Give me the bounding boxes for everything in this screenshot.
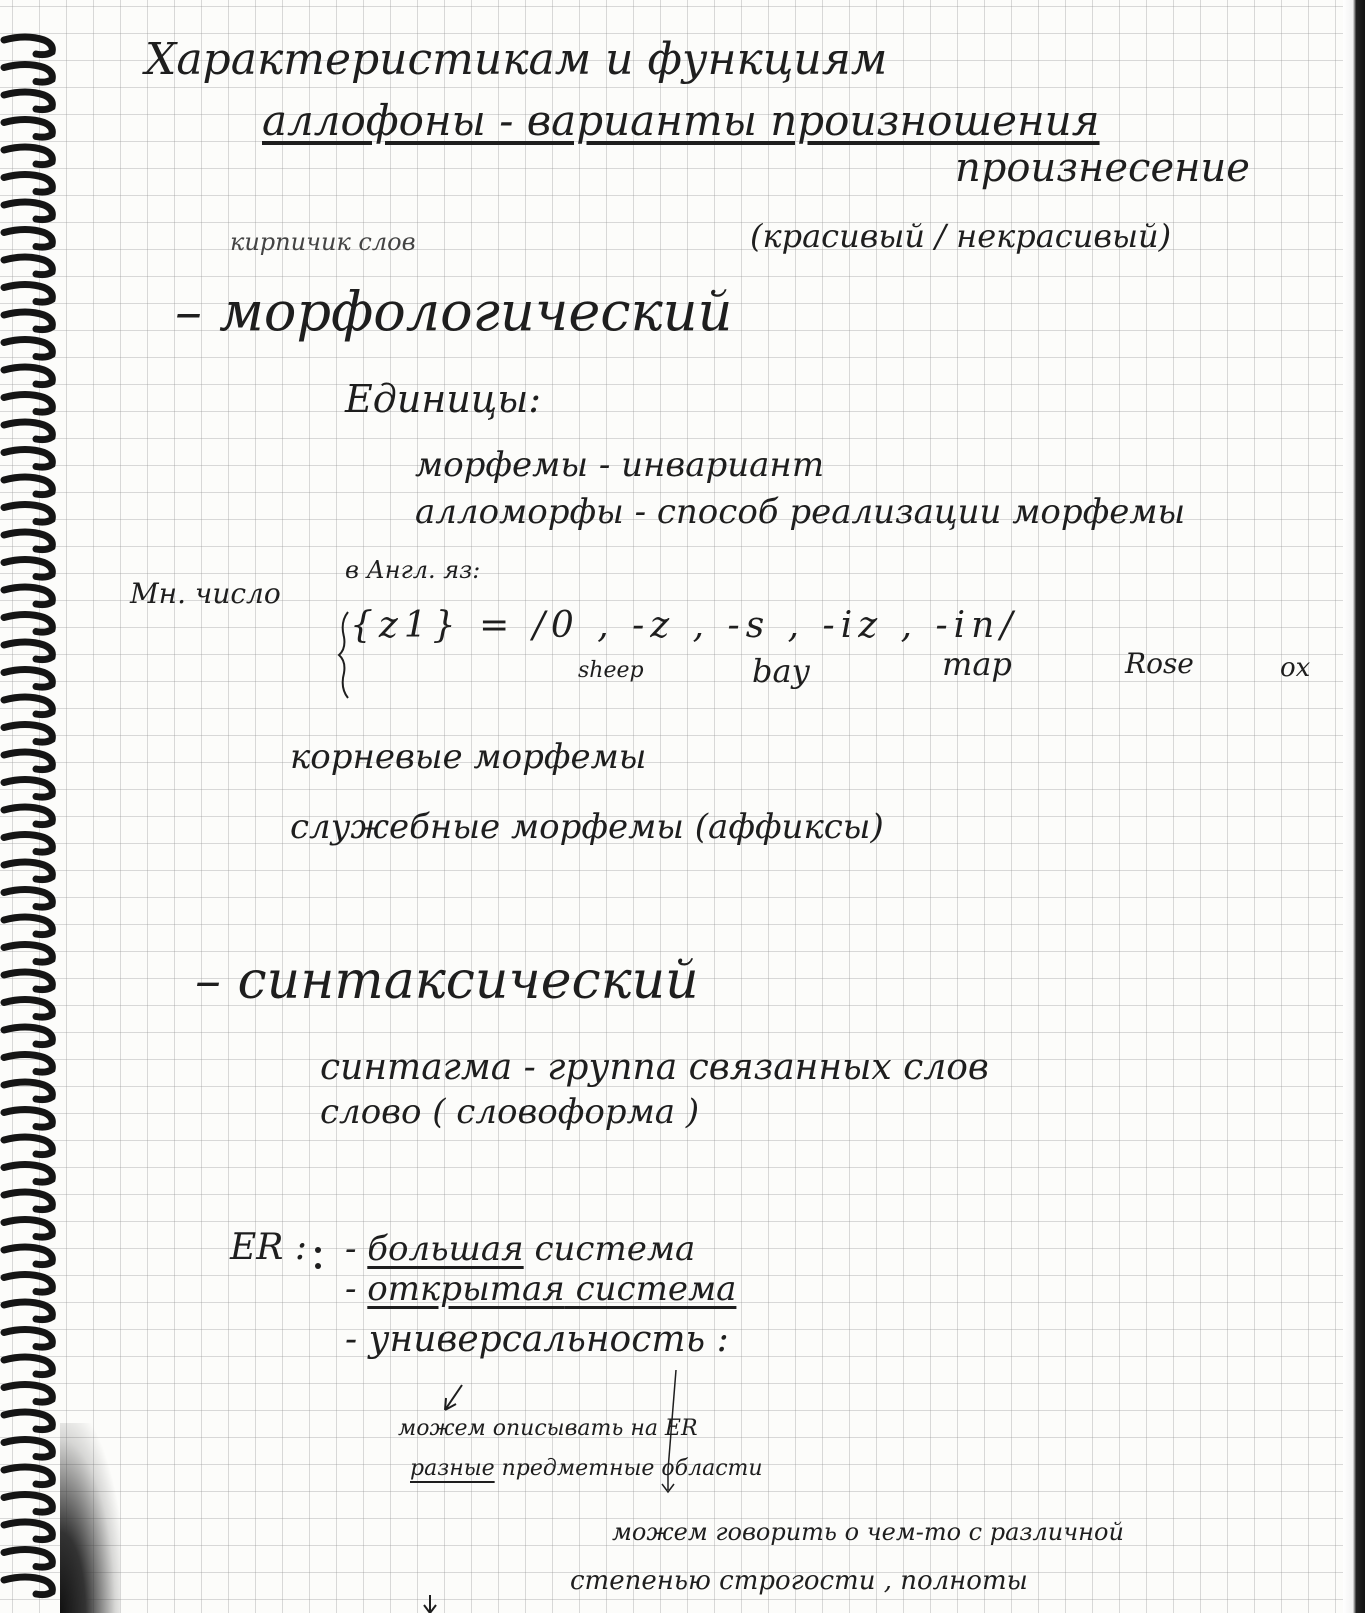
er-colon-dot (315, 1263, 321, 1269)
note-domains (410, 1458, 763, 1480)
er-item-open (345, 1269, 737, 1309)
line-pretty: (красивый / некрасивый) (750, 217, 1172, 255)
term-subject-areas: предметные области (494, 1456, 763, 1481)
term-big: большая (367, 1229, 524, 1269)
english-label: в Англ. яз: (345, 556, 481, 584)
line-pronunciation: произнесение (955, 145, 1250, 191)
heading-syntactic: – синтаксический (195, 951, 699, 1011)
note-speak: можем говорить о чем-то с различной (612, 1518, 1124, 1546)
term-different: разные (410, 1456, 495, 1481)
units-label: Единицы: (345, 377, 542, 421)
line-allomorphs: алломорфы - способ реализации морфемы (415, 492, 1186, 532)
line-syntagma: синтагма - группа связанных слов (320, 1047, 989, 1088)
example-ox: ox (1280, 653, 1311, 683)
arrow-down-icon (424, 1595, 436, 1613)
plural-set: {z1} = /0 , -z , -s , -iz , -in/ (350, 605, 1019, 646)
dash: - (345, 1269, 368, 1309)
er-colon-dot (315, 1247, 321, 1253)
line-morphemes: морфемы - инвариант (415, 445, 825, 485)
term-system: система (523, 1229, 696, 1269)
arrow-left-icon (445, 1385, 462, 1410)
example-sheep: sheep (578, 658, 644, 683)
line-root-morphemes: корневые морфемы (290, 737, 647, 777)
note-describe: можем описывать на ER (398, 1416, 698, 1441)
er-item-big (345, 1229, 696, 1269)
example-map: map (942, 645, 1012, 683)
term-open: открытая (367, 1269, 565, 1309)
er-label: ER : (230, 1227, 307, 1268)
line-word-brick: кирпичик слов (230, 228, 416, 256)
term-allophones: аллофоны - варианты произношения (262, 96, 1100, 145)
er-item-universal: - универсальность : (345, 1319, 729, 1360)
heading-morphological: – морфологический (175, 280, 733, 343)
line-service-morphemes: служебные морфемы (аффиксы) (290, 807, 884, 847)
example-bay: bay (752, 652, 810, 690)
dash: - (345, 1229, 368, 1269)
set-brace (339, 612, 348, 698)
plural-label: Мн. число (130, 577, 281, 610)
term-system: система (564, 1269, 737, 1309)
note-strictness: степенью строгости , полноты (570, 1566, 1028, 1596)
line-word: слово ( словоформа ) (320, 1092, 700, 1132)
line-allophones (262, 96, 1100, 145)
example-rose: Rose (1125, 647, 1194, 680)
line-characteristics: Характеристикам и функциям (145, 34, 888, 85)
